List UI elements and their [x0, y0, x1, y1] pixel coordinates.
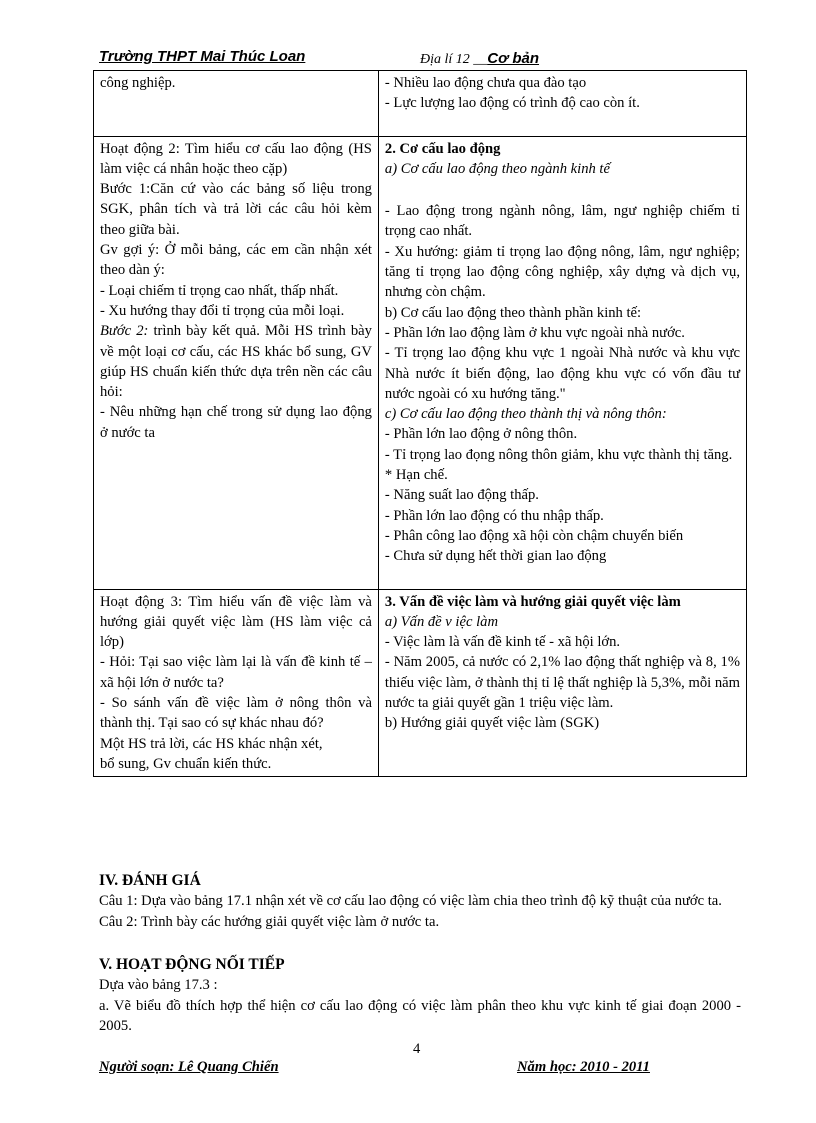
question: Câu 2: Trình bày các hướng giải quyết việc làm ở nước ta.: [99, 913, 440, 930]
subject-prefix: Địa lí 12: [420, 52, 470, 67]
list-item: - Nhiều lao động chưa qua đào tạo: [384, 75, 587, 91]
list-item: - Phần lớn lao động ở nông thôn.: [384, 426, 578, 443]
subheading: a) Cơ cấu lao động theo ngành kinh tế: [384, 160, 610, 177]
page-number: 4: [413, 1041, 421, 1057]
paragraph: bổ sung, Gv chuẩn kiến thức.: [100, 755, 272, 772]
lesson-table: [93, 70, 747, 777]
paragraph: Gv gợi ý: Ở mỗi bảng, các em cần nhận xét theo dàn ý:: [100, 242, 372, 279]
list-item: - Xu hướng: giảm tỉ trọng lao động nông, lâm, ngư nghiệp; tăng tỉ trọng lao động công nghiệp, xây dựng và dịch vụ, nhưng còn chậm.: [384, 243, 740, 301]
list-item: - Tỉ trọng lao đọng nông thôn giảm, khu vực thành thị tăng.: [384, 446, 733, 463]
paragraph: - Hỏi: Tại sao việc làm lại là vấn đề kinh tế – xã hội lớn ở nước ta?: [100, 654, 372, 691]
list-item: - Việc làm là vấn đề kinh tế - xã hội lớn.: [384, 634, 621, 651]
subheading: b) Hướng giải quyết việc làm (SGK): [384, 715, 600, 732]
paragraph: Một HS trả lời, các HS khác nhận xét,: [100, 735, 323, 752]
list-item: - Chưa sử dụng hết thời gian lao động: [384, 548, 607, 565]
table-cell-right: [378, 589, 746, 777]
followup-section: [99, 955, 741, 1036]
paragraph: a. Vẽ biểu đồ thích hợp thể hiện cơ cấu lao động có việc làm phân theo khu vực kinh tế giai đoạn 2000 - 2005.: [99, 997, 741, 1034]
table-cell-right: [378, 71, 746, 137]
paragraph: Bước 1:Căn cứ vào các bảng số liệu trong SGK, phân tích và trả lời các câu hỏi kèm theo giữa bài.: [100, 181, 372, 238]
section-heading: 3. Vấn đề việc làm và hướng giải quyết việc làm: [384, 593, 681, 610]
section-heading: 2. Cơ cấu lao động: [384, 140, 501, 157]
subject-level: Cơ bản: [487, 50, 540, 67]
evaluation-section: [99, 871, 741, 932]
step-text: trình bày kết quả. Mỗi HS trình bày về một loại cơ cấu, các HS khác bổ sung, GV giúp HS chuẩn kiến thức dựa trên nền các câu hỏi:: [100, 323, 372, 401]
list-item: - Năm 2005, cả nước có 2,1% lao động thất nghiệp và 8, 1% thiếu việc làm, ở thành thị tỉ lệ thất nghiệp là 5,3%, mỗi năm nước ta giải quyết gần 1 triệu việc làm.: [384, 654, 740, 712]
list-item: - Phần lớn lao động làm ở khu vực ngoài nhà nước.: [384, 324, 685, 341]
paragraph: [100, 321, 372, 402]
table-row: [94, 136, 747, 589]
subheading: c) Cơ cấu lao động theo thành thị và nông thôn:: [384, 406, 667, 423]
list-item: - Năng suất lao động thấp.: [384, 487, 539, 504]
section-title: IV. ĐÁNH GIÁ: [99, 872, 201, 889]
activity-title: Hoạt động 2: Tìm hiểu cơ cấu lao động (HS làm việc cá nhân hoặc theo cặp): [100, 140, 372, 177]
subheading: a) Vấn đề v iệc làm: [384, 613, 498, 630]
table-row: [94, 71, 747, 137]
table-cell-right: [378, 136, 746, 589]
author: Người soạn: Lê Quang Chiến: [99, 1059, 279, 1075]
list-item: - Tỉ trọng lao động khu vực 1 ngoài Nhà nước và khu vực Nhà nước ít biến động, lao động khu vực có vốn đầu tư nước ngoài có xu hướng tăng.": [384, 345, 740, 402]
table-cell-left: [94, 589, 379, 777]
question: Câu 1: Dựa vào bảng 17.1 nhận xét về cơ cấu lao động có việc làm chia theo trình độ kỹ thuật của nước ta.: [99, 893, 722, 910]
school-name: Trường THPT Mai Thúc Loan: [99, 48, 306, 65]
list-item: - Phân công lao động xã hội còn chậm chuyển biến: [384, 527, 684, 544]
step-label: Bước 2:: [100, 323, 149, 340]
list-item: * Hạn chế.: [384, 467, 448, 484]
paragraph: - Loại chiếm tỉ trọng cao nhất, thấp nhất.: [100, 282, 339, 299]
table-cell-left: [94, 136, 379, 589]
paragraph: - Nêu những hạn chế trong sử dụng lao động ở nước ta: [100, 404, 372, 441]
school-year: Năm học: 2010 - 2011: [517, 1059, 650, 1075]
continued-text: công nghiệp.: [100, 75, 176, 91]
paragraph: - Xu hướng thay đổi tỉ trọng của mỗi loại.: [100, 302, 345, 319]
subject-header: Địa lí 12 __Cơ bản: [420, 50, 540, 67]
list-item: - Phần lớn lao động có thu nhập thấp.: [384, 507, 604, 524]
activity-title: Hoạt động 3: Tìm hiểu vấn đề việc làm và hướng giải quyết việc làm (HS làm việc cả lớp): [100, 593, 372, 651]
list-item: - Lao động trong ngành nông, lâm, ngư nghiệp chiếm tỉ trọng cao nhất.: [384, 203, 740, 240]
table-row: [94, 589, 747, 777]
paragraph: - So sánh vấn đề việc làm ở nông thôn và thành thị. Tại sao có sự khác nhau đó?: [100, 695, 372, 732]
paragraph: Dựa vào bảng 17.3 :: [99, 977, 218, 994]
table-cell-left: [94, 71, 379, 137]
subheading: b) Cơ cấu lao động theo thành phần kinh tế:: [384, 304, 642, 321]
list-item: - Lực lượng lao động có trình độ cao còn ít.: [384, 95, 640, 112]
section-title: V. HOẠT ĐỘNG NỐI TIẾP: [99, 956, 285, 973]
